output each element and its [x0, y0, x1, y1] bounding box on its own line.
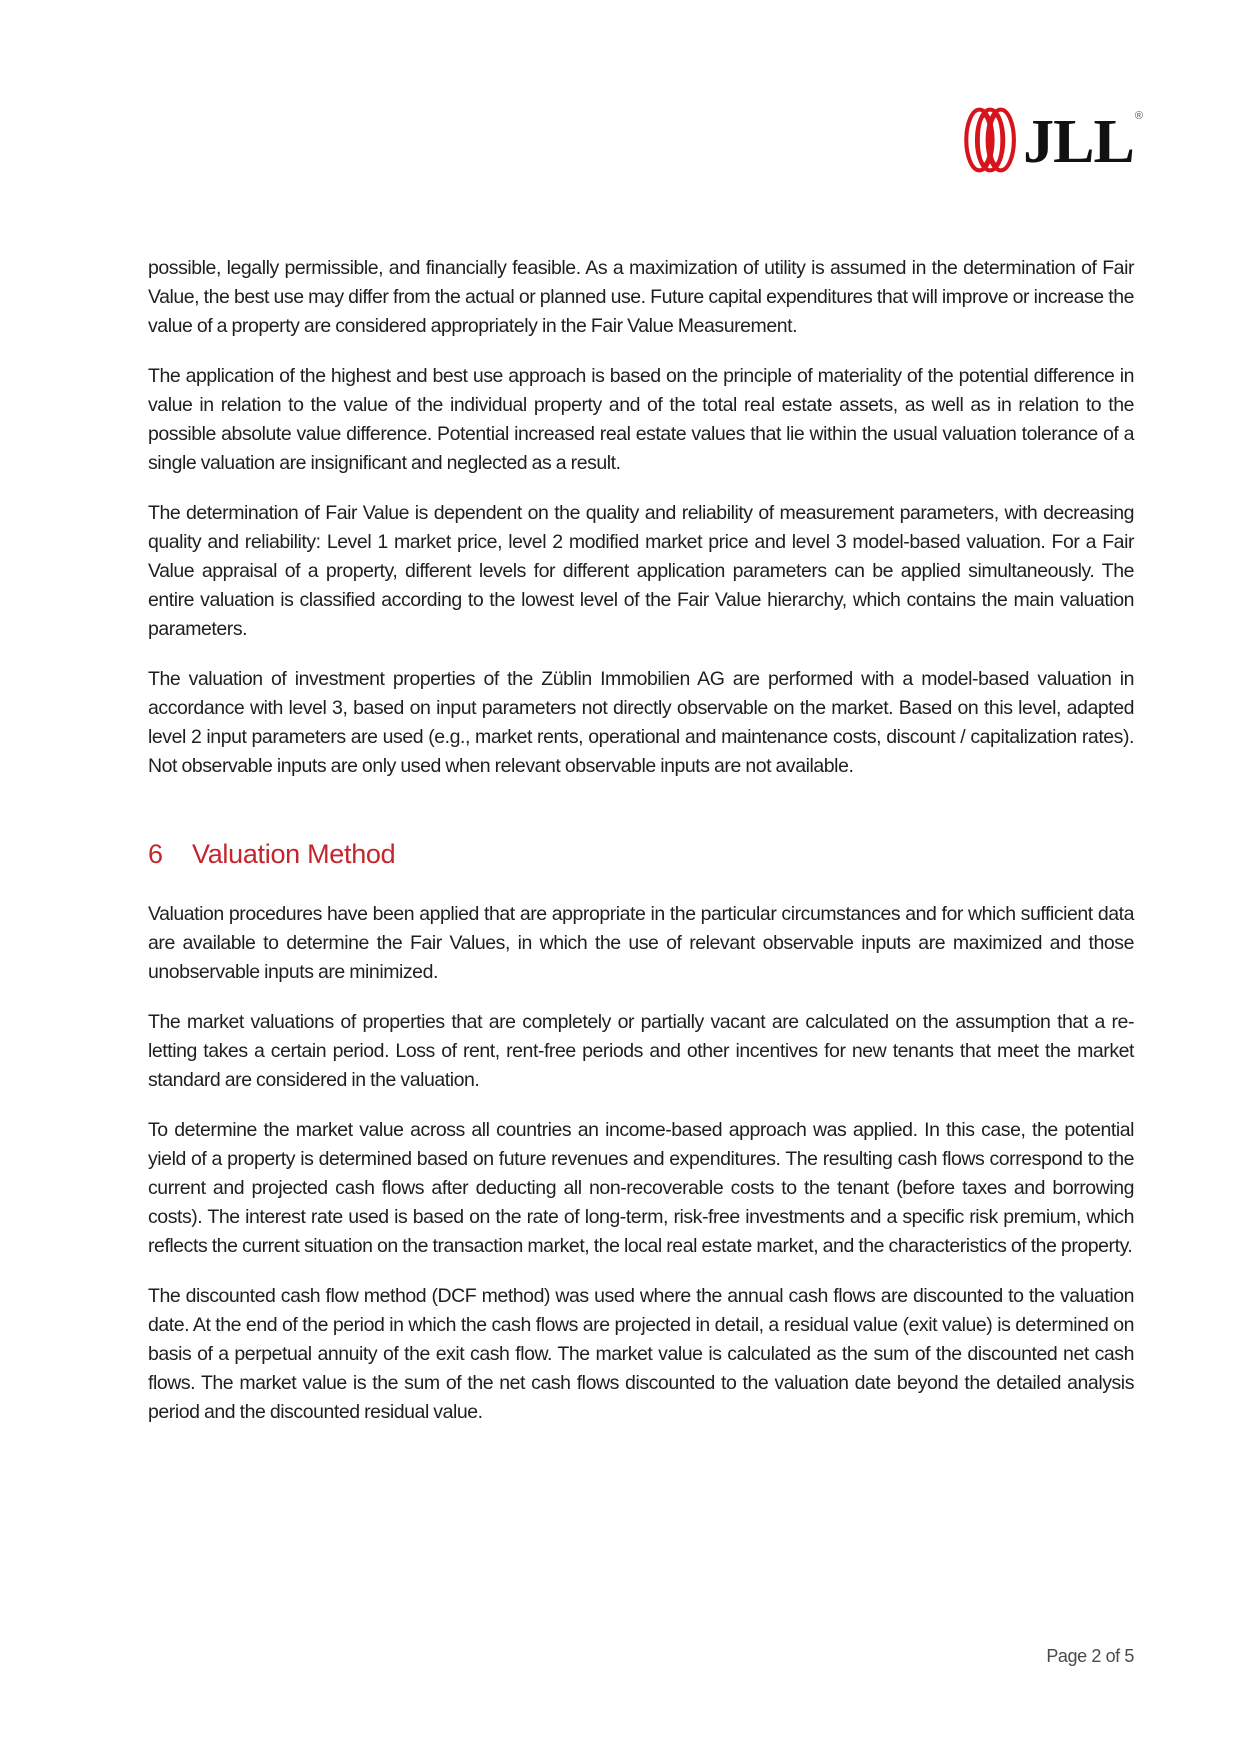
- paragraph-valuation-procedures: Valuation procedures have been applied that are appropriate in the particular circumstances and for which sufficient data are available to determine the Fair Values, in which the use of relevant observable inputs are maximized and those unobservable inputs are minimized.: [148, 903, 1134, 983]
- paragraph-level-3-valuation: The valuation of investment properties of the Züblin Immobilien AG are performed with a model-based valuation in accordance with level 3, based on input parameters not directly observable on the market. Based on this level, adapted level 2 input parameters are used (e.g., market rents, operational and maintenance costs, discount / capitalization rates). Not observable inputs are only used when relevant observable inputs are not available.: [148, 668, 1134, 777]
- section-number: 6: [148, 839, 163, 869]
- section-heading: [148, 839, 1134, 870]
- logo-wordmark: JLL: [1023, 108, 1134, 176]
- paragraph-vacant-properties: The market valuations of properties that are completely or partially vacant are calculated on the assumption that a re-letting takes a certain period. Loss of rent, rent-free periods and other incentives for new tenants that meet the market standard are considered in the valuation.: [148, 1011, 1134, 1091]
- document-body: [148, 254, 1134, 1448]
- jll-logo: [963, 98, 1143, 182]
- paragraph-highest-best-use-cont: possible, legally permissible, and financially feasible. As a maximization of utility is assumed in the determination of Fair Value, the best use may differ from the actual or planned use. Future capital expenditures that will improve or increase the value of a property are considered appropriately in the Fair Value Measurement.: [148, 257, 1134, 337]
- registered-mark: ®: [1134, 110, 1143, 122]
- paragraph-fair-value-hierarchy: The determination of Fair Value is dependent on the quality and reliability of measurement parameters, with decreasing quality and reliability: Level 1 market price, level 2 modified market price and level 3 model-based valuation. For a Fair Value appraisal of a property, different levels for different application parameters can be applied simultaneously. The entire valuation is classified according to the lowest level of the Fair Value hierarchy, which contains the main valuation parameters.: [148, 502, 1134, 640]
- paragraph-dcf-method: The discounted cash flow method (DCF method) was used where the annual cash flows are discounted to the valuation date. At the end of the period in which the cash flows are projected in detail, a residual value (exit value) is determined on basis of a perpetual annuity of the exit cash flow. The market value is calculated as the sum of the discounted net cash flows. The market value is the sum of the net cash flows discounted to the valuation date beyond the detailed analysis period and the discounted residual value.: [148, 1285, 1134, 1423]
- paragraph-materiality: The application of the highest and best use approach is based on the principle of materiality of the potential difference in value in relation to the value of the individual property and of the total real estate assets, as well as in relation to the possible absolute value difference. Potential increased real estate values that lie within the usual valuation tolerance of a single valuation are insignificant and neglected as a result.: [148, 365, 1134, 474]
- page-number: Page 2 of 5: [1046, 1646, 1134, 1666]
- jll-rings-icon: [963, 99, 1017, 181]
- section-title: Valuation Method: [192, 839, 396, 869]
- paragraph-income-approach: To determine the market value across all countries an income-based approach was applied. In this case, the potential yield of a property is determined based on future revenues and expenditures. The resulting cash flows correspond to the current and projected cash flows after deducting all non-recoverable costs to the tenant (before taxes and borrowing costs). The interest rate used is based on the rate of long-term, risk-free investments and a specific risk premium, which reflects the current situation on the transaction market, the local real estate market, and the characteristics of the property.: [148, 1119, 1134, 1257]
